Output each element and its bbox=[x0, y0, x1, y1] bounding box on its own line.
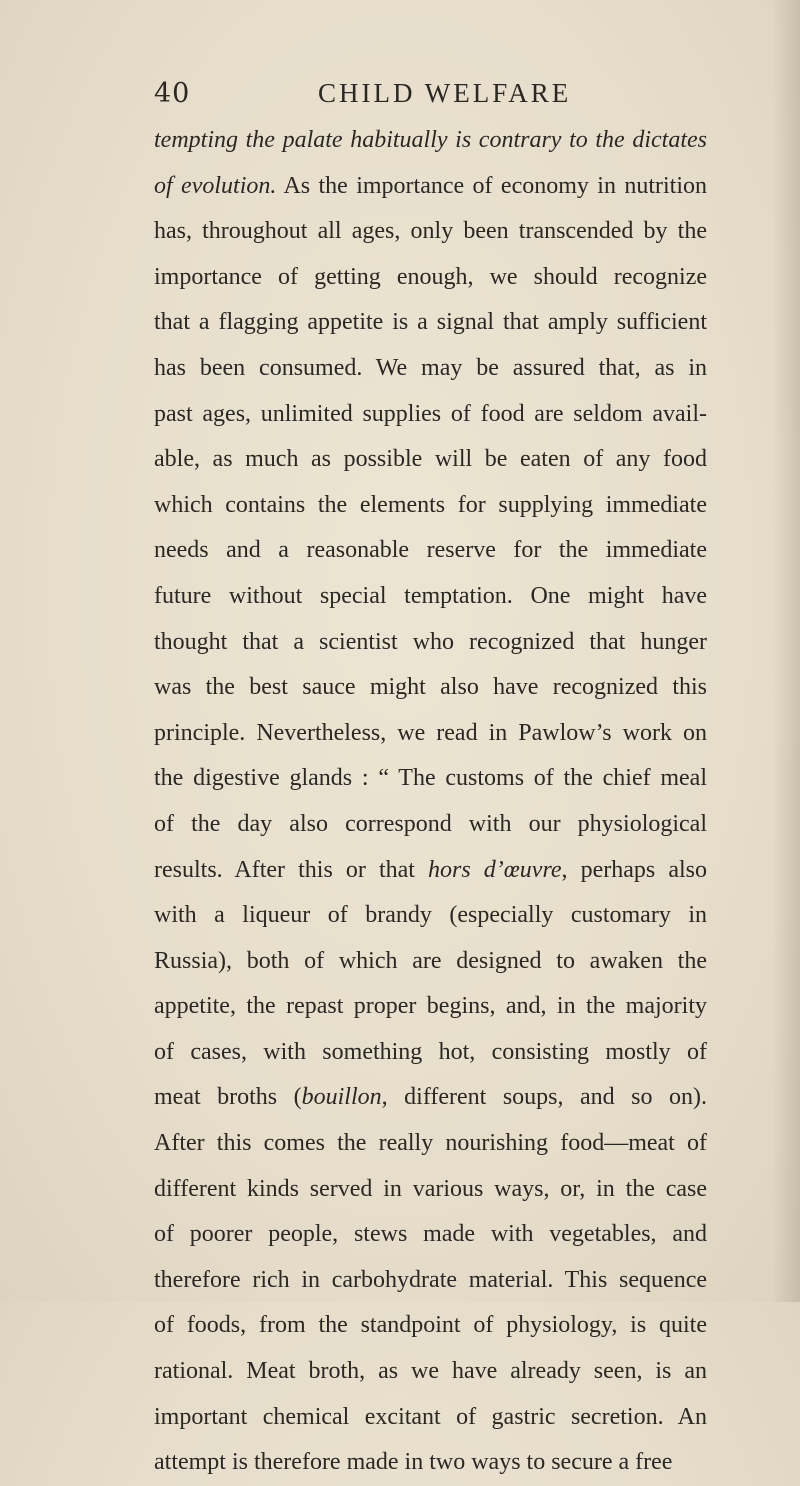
text-line bbox=[154, 118, 707, 164]
text-line-part: results. After this or that bbox=[154, 856, 429, 883]
text-line-italic-word: bouillon bbox=[301, 1084, 382, 1111]
running-head bbox=[154, 78, 714, 118]
page-number: 40 bbox=[154, 78, 191, 109]
text-line: importance of getting enough, we should recognize bbox=[154, 263, 707, 290]
text-line: which contains the elements for supplying immediate bbox=[154, 491, 707, 518]
text-line-part: , different soups, and so on). bbox=[381, 1084, 707, 1111]
text-line: different kinds served in various ways, or, in the case bbox=[154, 1175, 707, 1202]
text-line: therefore rich in carbohydrate material. This sequence bbox=[154, 1266, 707, 1293]
text-line: of cases, with something hot, consisting mostly of bbox=[154, 1038, 707, 1065]
text-line: future without special temptation. One might have bbox=[154, 582, 707, 609]
text-line-rest: As the importance of economy in nutrition bbox=[276, 172, 707, 199]
text-line: was the best sauce might also have recognized this bbox=[154, 674, 707, 701]
text-line: of foods, from the standpoint of physiology, is quite bbox=[154, 1312, 707, 1339]
text-line: thought that a scientist who recognized that hunger bbox=[154, 628, 707, 655]
text-line-italic: tempting the palate habitually is contrary to the dictates bbox=[154, 127, 707, 153]
text-line: attempt is therefore made in two ways to secure a free bbox=[154, 1449, 673, 1476]
text-line: the digestive glands : “ The customs of the chief meal bbox=[154, 765, 707, 792]
text-line: Russia), both of which are designed to awaken the bbox=[154, 947, 707, 974]
text-line-part: , perhaps also bbox=[561, 856, 707, 883]
text-line: important chemical excitant of gastric secretion. An bbox=[154, 1403, 707, 1430]
text-line bbox=[154, 848, 707, 894]
body-text bbox=[154, 118, 707, 1486]
text-line: with a liqueur of brandy (especially customary in bbox=[154, 902, 707, 929]
text-line: rational. Meat broth, as we have already seen, is an bbox=[154, 1358, 707, 1385]
text-line: that a flagging appetite is a signal that amply sufficient bbox=[154, 309, 707, 336]
text-line: appetite, the repast proper begins, and, in the majority bbox=[154, 993, 707, 1020]
text-line bbox=[154, 1075, 707, 1121]
text-line-italic-start: of evolution. bbox=[154, 172, 277, 199]
text-line: After this comes the really nourishing food—meat of bbox=[154, 1130, 707, 1157]
text-line: principle. Nevertheless, we read in Pawlow’s work on bbox=[154, 719, 707, 746]
text-line: has been consumed. We may be assured that, as in bbox=[154, 354, 707, 381]
text-line: has, throughout all ages, only been transcended by the bbox=[154, 218, 707, 245]
page-edge-shadow bbox=[772, 0, 800, 1302]
text-line: of the day also correspond with our physiological bbox=[154, 810, 707, 837]
text-line bbox=[154, 164, 707, 210]
text-line-italic-phrase: hors d’œuvre bbox=[428, 856, 562, 883]
running-title: CHILD WELFARE bbox=[318, 78, 572, 108]
text-line: past ages, unlimited supplies of food are seldom avail- bbox=[154, 400, 707, 427]
text-line: able, as much as possible will be eaten of any food bbox=[154, 446, 707, 473]
text-line: needs and a reasonable reserve for the immediate bbox=[154, 537, 707, 564]
text-line-part: meat broths ( bbox=[154, 1084, 302, 1111]
text-line: of poorer people, stews made with vegetables, and bbox=[154, 1221, 707, 1248]
